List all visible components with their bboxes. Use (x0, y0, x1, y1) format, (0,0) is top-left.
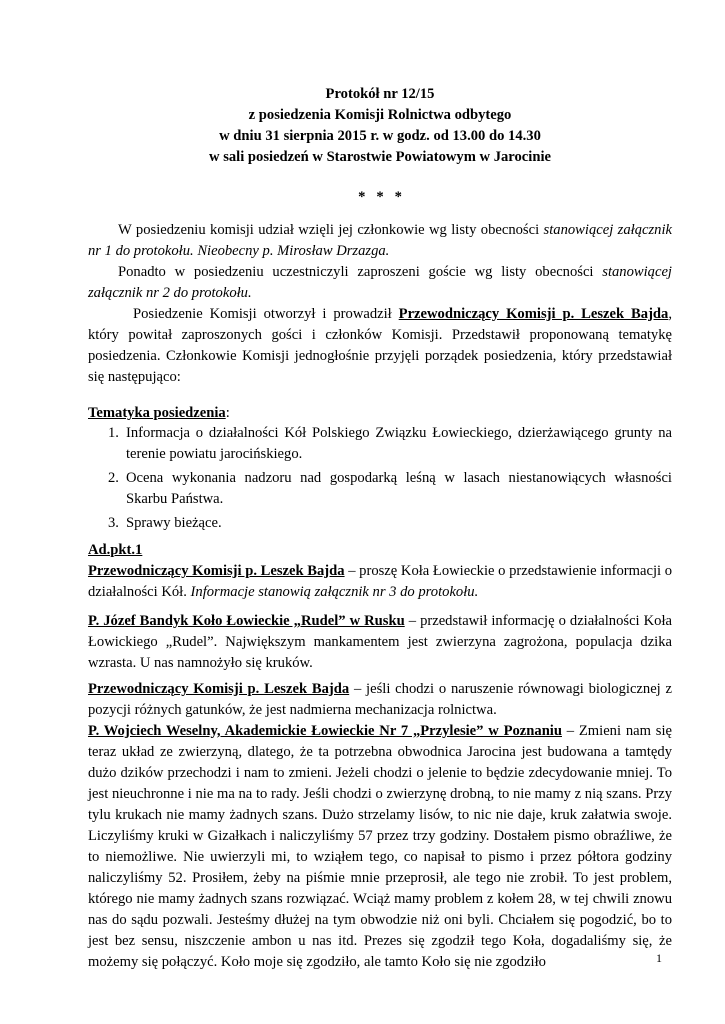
section-heading: Ad.pkt.1 (88, 542, 143, 558)
agenda-item: 1. Informacja o działalności Kół Polskiego Związku Łowieckiego, dzierżawiącego grunty na terenie powiatu jarocińskiego. (108, 425, 672, 462)
agenda-list (88, 423, 672, 537)
header-line-3: w dniu 31 sierpnia 2015 r. w godz. od 13.00 do 14.30 (219, 128, 541, 144)
opening-paragraph: Posiedzenie Komisji otworzył i prowadził Przewodniczący Komisji p. Leszek Bajda, który powitał zaproszonych gości i członków Komisji. Przedstawił proponowaną tematykę posiedzenia. Członkowie Komisji jednogłośnie przyjęli porządek posiedzenia, który przedstawiał się następująco: (88, 306, 672, 385)
header-line-4: w sali posiedzeń w Starostwie Powiatowym w Jarocinie (209, 149, 551, 165)
header-line-2: z posiedzenia Komisji Rolnictwa odbytego (248, 107, 512, 123)
statement-weselny: P. Wojciech Weselny, Akademickie Łowieckie Nr 7 „Przylesie” w Poznaniu – Zmieni nam się teraz układ ze zwierzyną, dlatego, że ta potrzebna obwodnica Jarocina jest budowana a tamtędy dużo dzików przechodzi i nam to zmieni. Jeżeli chodzi o jelenie to będzie zdecydowanie mniej. To jest nieuchronne i nie ma na to rady. Jeśli chodzi o zwierzynę drobną, to nie mamy z nią szans. Przy tylu krukach nie mamy żadnych szans. Dużo strzelamy lisów, to nic nie daje, kruk załatwia swoje. Liczyliśmy kruki w Gizałkach i naliczyliśmy 57 przez trzy godziny. Dostałem pismo obraźliwe, że to niemożliwe. Nie uwierzyli mi, to wziąłem tego, co napisał to pismo i przez półtora godziny naliczyliśmy 52. Prosiłem, żeby na piśmie mnie przeprosił, ale tego nie zrobił. To jest problem, którego nie mamy żadnych szans rozwiązać. Wciąż mamy problem z kołem 28, w tej chwili znowu nas do sądu pozwali. Jesteśmy dłużej na tym obwodzie niż oni byli. Chciałem się pogodzić, bo to jest bez sensu, niszczenie ambon u nas itd. Prezes się zgodził tego Koła, dogadaliśmy się, że możemy się połączyć. Koło moje się zgodziło, ale tamto Koło się nie zgodziło (88, 723, 672, 970)
statement-chair-1: Przewodniczący Komisji p. Leszek Bajda – proszę Koła Łowieckie o przedstawienie informacji o działalności Kół. Informacje stanowią załącznik nr 3 do protokołu. (88, 563, 673, 600)
attendance-paragraph-1: W posiedzeniu komisji udział wzięli jej członkowie wg listy obecności stanowiącej załącznik nr 1 do protokołu. Nieobecny p. Mirosław Drzazga. (88, 222, 672, 259)
statement-bandyk: P. Józef Bandyk Koło Łowieckie „Rudel” w Rusku – przedstawił informację o działalności Koła Łowickiego „Rudel”. Największym mankamentem jest zwierzyna zagrożona, populacja dzika wzrasta. U nas namnożyło się kruków. (88, 613, 672, 671)
section-1 (88, 540, 672, 603)
attendance-section (88, 220, 672, 304)
document-header (88, 84, 672, 168)
separator: * * * (358, 189, 402, 205)
agenda-item: 2. Ocena wykonania nadzoru nad gospodarką leśną w lasach niestanowiących własności Skarbu Państwa. (108, 470, 672, 507)
statement-chair-2: Przewodniczący Komisji p. Leszek Bajda – jeśli chodzi o naruszenie równowagi biologicznej z pozycji różnych gatunków, że jest nadmierna mechanizacja rolnictwa. (88, 681, 673, 718)
page-number: 1 (656, 951, 662, 965)
agenda-heading: Tematyka posiedzenia: (88, 405, 230, 421)
agenda-item: 3. Sprawy bieżące. (108, 515, 222, 531)
chair-name: Przewodniczący Komisji p. Leszek Bajda (398, 306, 669, 322)
protocol-title: Protokół nr 12/15 (325, 86, 435, 102)
attendance-paragraph-2: Ponadto w posiedzeniu uczestniczyli zaproszeni goście wg listy obecności stanowiącej załącznik nr 2 do protokołu. (88, 264, 672, 301)
